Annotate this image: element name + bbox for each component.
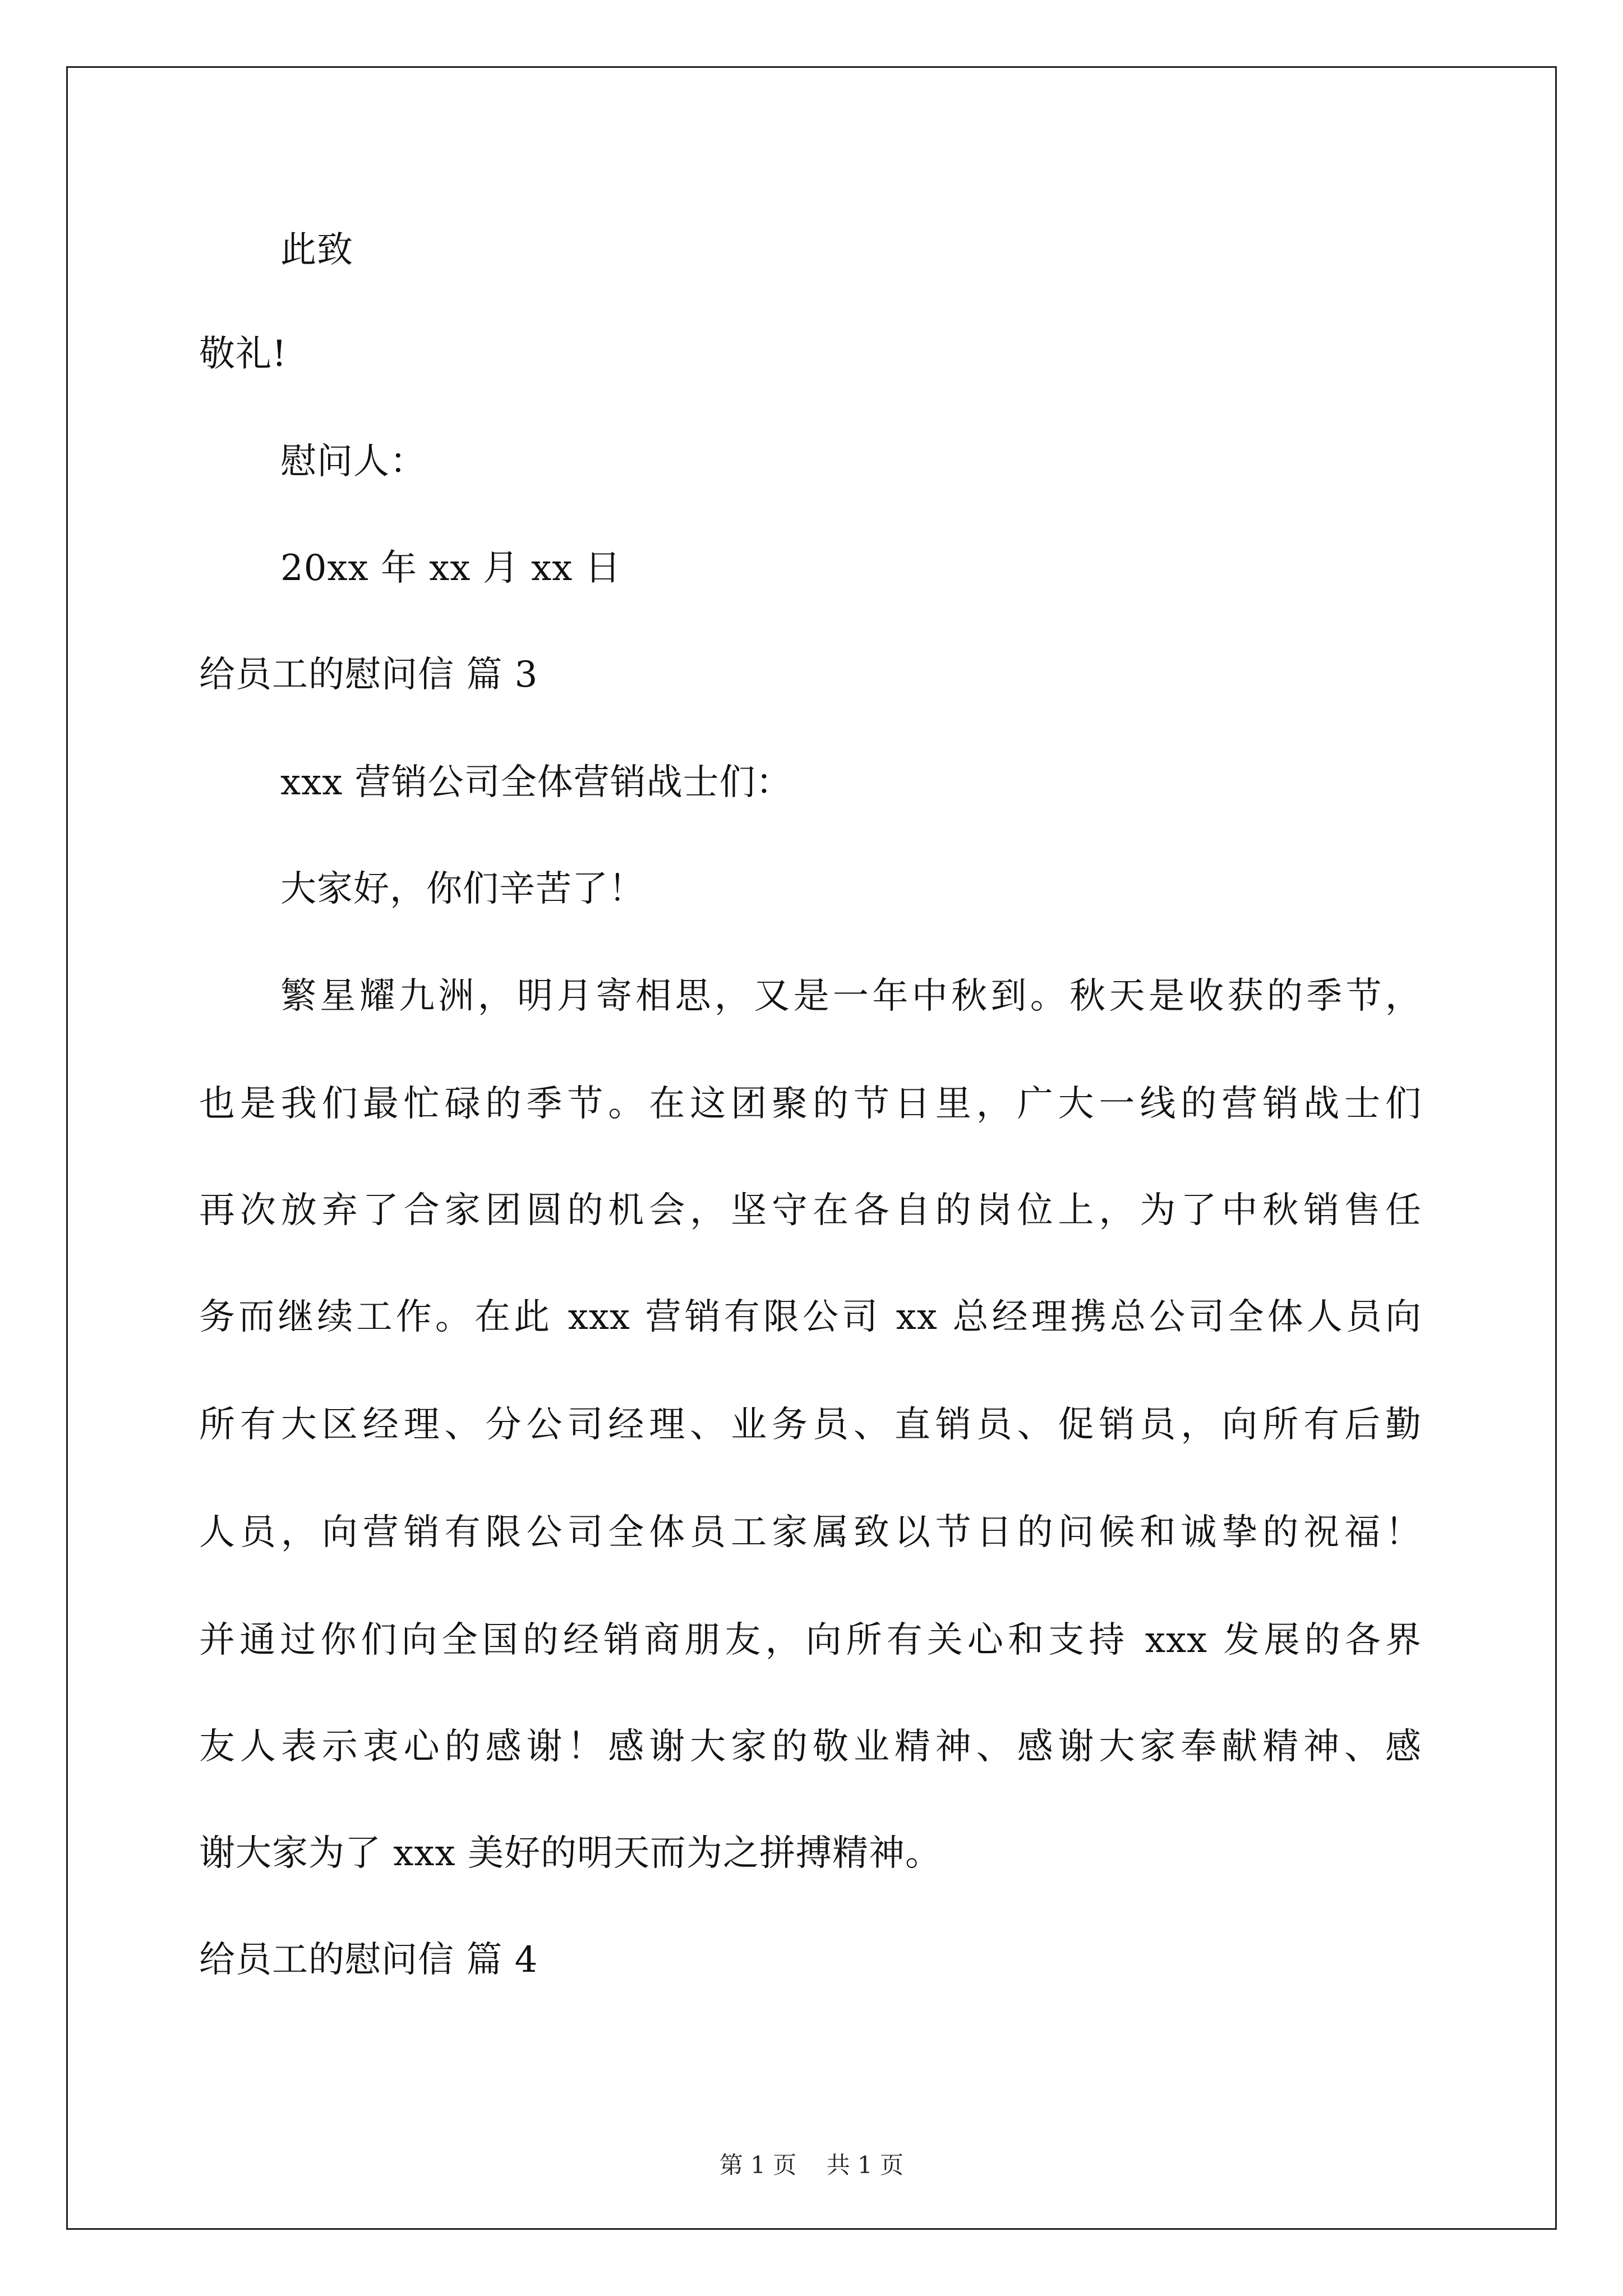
paragraph-line: 也是我们最忙碌的季节。在这团聚的节日里，广大一线的营销战士们 <box>199 1083 1422 1125</box>
closing-salutation: 此致 <box>280 229 353 271</box>
paragraph-line: 繁星耀九洲，明月寄相思，又是一年中秋到。秋天是收获的季节， <box>280 976 1422 1017</box>
paragraph-line: 友人表示衷心的感谢！感谢大家的敬业精神、感谢大家奉献精神、感 <box>199 1726 1422 1768</box>
closing-respect: 敬礼! <box>199 333 287 375</box>
section-3-heading: 给员工的慰问信 篇 3 <box>199 654 538 696</box>
letter-date: 20xx 年 xx 月 xx 日 <box>280 547 621 589</box>
paragraph-line: 所有大区经理、分公司经理、业务员、直销员、促销员，向所有后勤 <box>199 1404 1422 1446</box>
section-3-greeting: 大家好，你们辛苦了！ <box>280 868 645 910</box>
paragraph-line: 人员，向营销有限公司全体员工家属致以节日的问候和诚挚的祝福！ <box>199 1512 1422 1553</box>
paragraph-line: 谢大家为了 xxx 美好的明天而为之拼搏精神。 <box>199 1833 942 1874</box>
paragraph-line: 并通过你们向全国的经销商朋友，向所有关心和支持 xxx 发展的各界 <box>199 1619 1422 1661</box>
paragraph-line: 再次放弃了合家团圆的机会，坚守在各自的岗位上，为了中秋销售任 <box>199 1190 1422 1231</box>
sender-label: 慰问人： <box>280 441 426 482</box>
section-4-heading: 给员工的慰问信 篇 4 <box>199 1939 538 1981</box>
page-border <box>66 66 1557 2230</box>
section-3-addressee: xxx 营销公司全体营销战士们： <box>280 762 792 803</box>
paragraph-line: 务而继续工作。在此 xxx 营销有限公司 xx 总经理携总公司全体人员向 <box>199 1296 1422 1338</box>
page-footer: 第 1 页 共 1 页 <box>719 2151 904 2179</box>
